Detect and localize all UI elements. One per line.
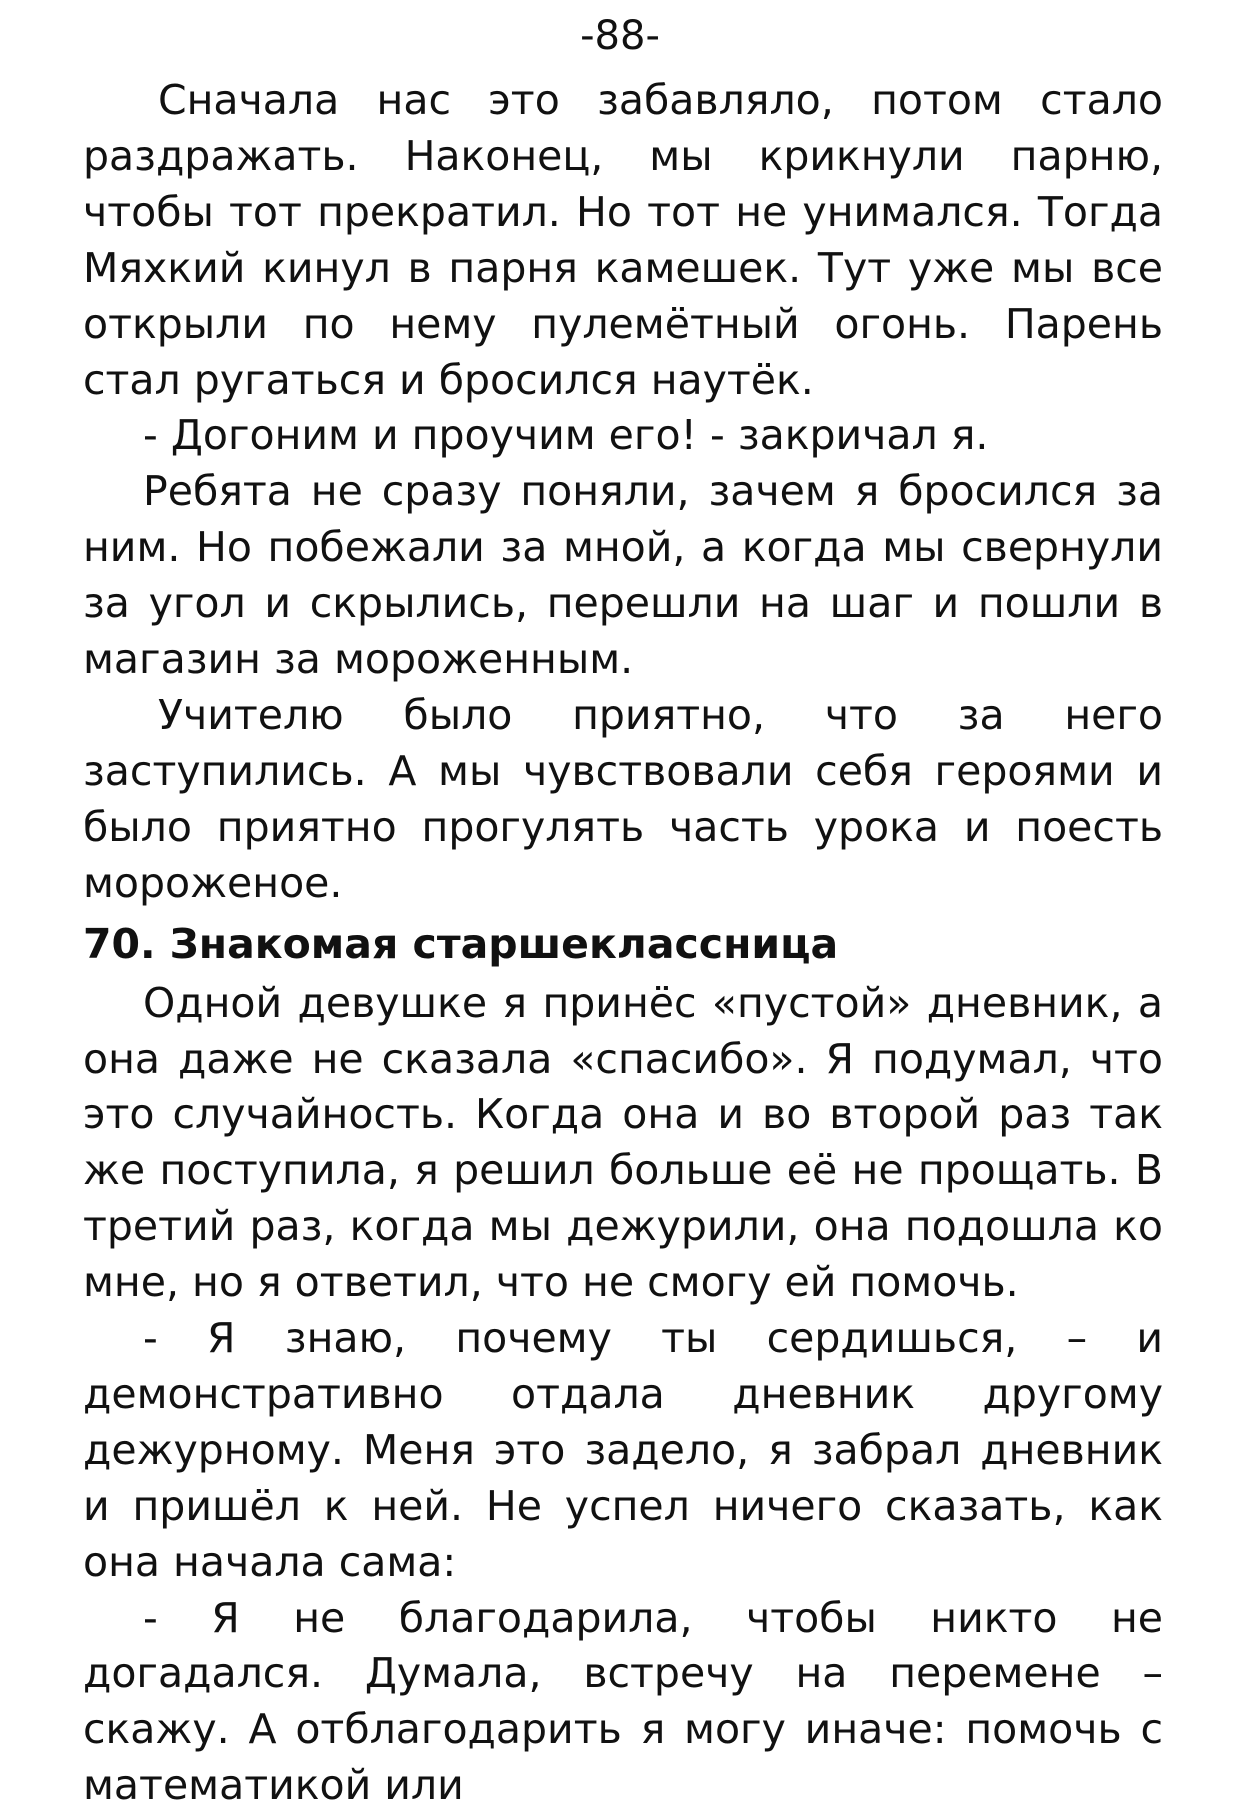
paragraph: Сначала нас это забавляло, потом стало раздражать. Наконец, мы крикнули парню, чтобы тот прекратил. Но тот не унимался. Тогда Мяхкий кинул в парня камешек. Тут уже мы все открыли по нему пулемётный огонь. Парень стал ругаться и бросился наутёк.: [83, 76, 1163, 404]
paragraph: - Я не благодарила, чтобы никто не догадался. Думала, встречу на перемене – скажу. А отблагодарить я могу иначе: помочь с математикой или: [83, 1593, 1163, 1810]
paragraph: Одной девушке я принёс «пустой» дневник, а она даже не сказала «спасибо». Я подумал, что это случайность. Когда она и во второй раз так же поступила, я решил больше её не прощать. В третий раз, когда мы дежурили, она подошла ко мне, но я ответил, что не смогу ей помочь.: [83, 978, 1163, 1307]
paragraph: Учителю было приятно, что за него заступились. А мы чувствовали себя героями и было приятно прогулять часть урока и поесть мороженое.: [83, 690, 1163, 907]
paragraph: - Я знаю, почему ты сердишься, – и демонстративно отдала дневник другому дежурному. Меня это задело, я забрал дневник и пришёл к ней. Не успел ничего сказать, как она начала сама:: [83, 1314, 1163, 1586]
paragraph: - Догоним и проучим его! - закричал я.: [143, 411, 989, 460]
page-body: [83, 73, 1163, 1814]
section-title: Знакомая старшеклассница: [169, 919, 839, 968]
section-number: 70.: [83, 919, 156, 968]
page-number: -88-: [580, 13, 660, 59]
section-heading: [83, 916, 1163, 972]
paragraph: Ребята не сразу поняли, зачем я бросился за ним. Но побежали за мной, а когда мы свернули за угол и скрылись, перешли на шаг и пошли в магазин за мороженным.: [83, 467, 1163, 684]
